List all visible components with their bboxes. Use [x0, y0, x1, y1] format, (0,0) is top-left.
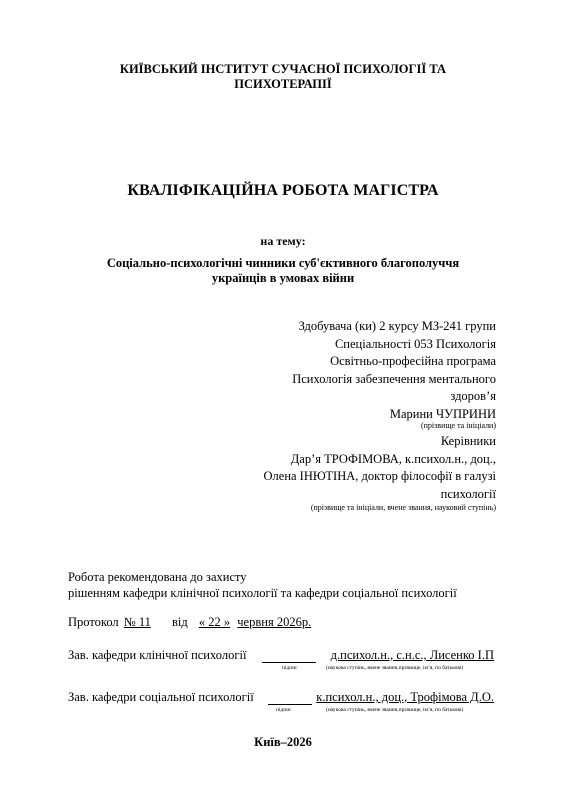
institute-name: [0, 62, 566, 92]
protocol-from: від: [172, 615, 188, 629]
theme-label: на тему:: [260, 234, 306, 248]
head-social-label: Зав. кафедри соціальної психології: [68, 690, 254, 704]
recommendation-line-1: Робота рекомендована до захисту: [68, 570, 247, 584]
head-social-value: к.психол.н., доц., Трофімова Д.О.: [316, 690, 494, 704]
protocol-label: Протокол: [68, 615, 119, 629]
author-name-caption: (прізвище та ініціали): [420, 421, 496, 430]
head-clinical-label: Зав. кафедри клінічної психології: [68, 648, 247, 662]
institute-line-1: КИЇВСЬКИЙ ІНСТИТУТ СУЧАСНОЇ ПСИХОЛОГІЇ ТА: [119, 62, 447, 76]
document-title: КВАЛІФІКАЦІЙНА РОБОТА МАГІСТРА: [127, 182, 439, 199]
author-line-1: Здобувача (ки) 2 курсу МЗ-241 групи: [298, 319, 496, 333]
protocol-line: [68, 615, 311, 630]
protocol-number: № 11: [123, 615, 151, 629]
recommendation-line-2: рішенням кафедри клінічної психології та кафедри соціальної психології: [68, 586, 457, 600]
author-line-4: Психологія забезпечення ментального: [292, 371, 496, 386]
footer-city-year: Київ–2026: [254, 735, 312, 749]
signature-line-clinical: [262, 662, 316, 663]
head-clinical-sign-caption: підпис: [282, 665, 298, 671]
supervisor-line-2: Олена ІНЮТІНА, доктор філософії в галузі: [263, 469, 496, 483]
author-line-3: Освітньо-професійна програма: [330, 354, 496, 368]
supervisor-line-3: психології: [440, 486, 496, 501]
head-clinical-info-caption: (наукова ступінь, вчене звання,прізвище, ім’я, по батькові): [326, 665, 464, 671]
head-social-info-caption: (наукова ступінь, вчене звання,прізвище, ім’я, по батькові): [326, 707, 464, 713]
institute-line-2: ПСИХОТЕРАПІЇ: [234, 77, 332, 91]
head-social-sign-caption: підпис: [276, 707, 292, 713]
topic-line-1: Соціально-психологічні чинники суб'єктивного благополуччя: [106, 256, 460, 270]
author-block: [236, 318, 496, 513]
head-clinical-value: д.психол.н., с.н.с., Лисенко І.П: [330, 648, 494, 662]
protocol-date: червня 2026р.: [237, 615, 312, 629]
supervisors-label: Керівники: [440, 434, 496, 448]
author-line-5: здоров’я: [450, 389, 496, 403]
author-line-2: Спеціальності 053 Психологія: [334, 336, 496, 351]
author-name: Марини ЧУПРИНИ: [389, 406, 496, 421]
topic-line-2: українців в умовах війни: [211, 271, 355, 285]
protocol-day: « 22 »: [198, 615, 231, 629]
signature-line-social: [268, 704, 312, 705]
supervisors-caption: (прізвище та ініціали, вчене звання, науковий ступінь): [310, 503, 496, 512]
thesis-topic: [0, 256, 566, 286]
supervisor-line-1: Дар’я ТРОФІМОВА, к.психол.н., доц.,: [290, 451, 496, 466]
